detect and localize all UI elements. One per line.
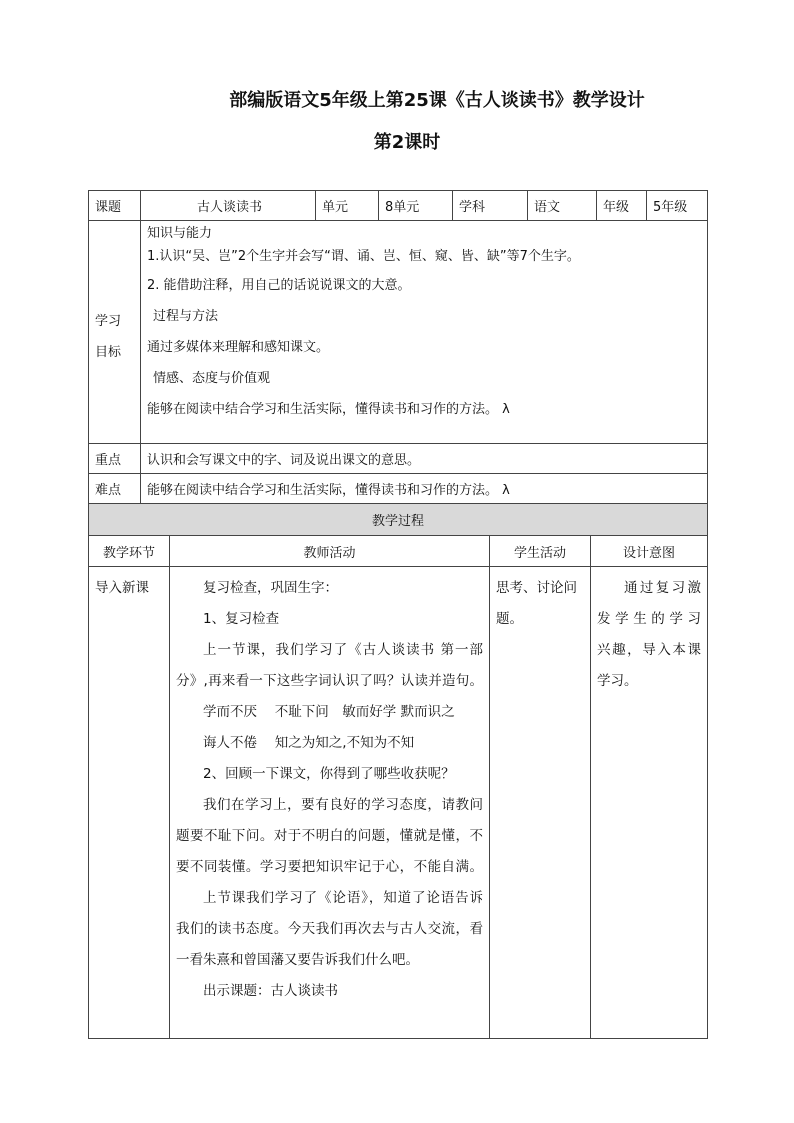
goals-label (89, 221, 141, 444)
teacher-line: 上节课我们学习了《论语》，知道了论语告诉 (203, 890, 483, 906)
teacher-line: 出示课题：古人谈读书 (203, 983, 338, 999)
goals-label-line1: 学习 (95, 314, 122, 329)
goal-item: 1.认识“吴、岂”2个生字并会写“谓、诵、岂、恒、窥、皆、缺”等7个生字。 (147, 249, 580, 264)
info-row-topic (89, 191, 708, 221)
difficult-label: 难点 (89, 474, 141, 504)
goal-item: 能够在阅读中结合学习和生活实际，懂得读书和习作的方法。 λ (147, 402, 510, 417)
unit-value: 8单元 (379, 191, 453, 221)
process-row-intro (89, 567, 708, 1039)
teacher-line: 我们在学习上，要有良好的学习态度，请教问 (203, 797, 483, 813)
key-label: 重点 (89, 444, 141, 474)
subject-label: 学科 (453, 191, 528, 221)
lesson-subtitle: 第2课时 (373, 132, 441, 153)
info-row-key (89, 444, 708, 474)
teacher-line: 复习检查，巩固生字： (203, 580, 338, 596)
teaching-process-table (88, 503, 708, 1039)
goal-heading-emotion: 情感、态度与价值观 (153, 371, 271, 386)
unit-label: 单元 (316, 191, 379, 221)
goal-item: 2. 能借助注释，用自己的话说说课文的大意。 (147, 278, 411, 293)
column-header-design: 设计意图 (591, 536, 708, 567)
teacher-line: 1、复习检查 (203, 611, 280, 627)
design-intent-cell (591, 567, 708, 1039)
subject-value: 语文 (528, 191, 597, 221)
lesson-info-table (88, 190, 708, 504)
goal-heading-process: 过程与方法 (153, 309, 219, 324)
grade-label: 年级 (597, 191, 647, 221)
design-line: 发学生的学习 (597, 611, 702, 627)
process-title-row (89, 504, 708, 536)
stage-name: 导入新课 (95, 580, 149, 596)
teacher-line: 我们的读书态度。今天我们再次去与古人交流，看 (176, 921, 483, 937)
goal-item: 通过多媒体来理解和感知课文。 (147, 340, 330, 355)
stage-cell (89, 567, 170, 1039)
difficult-value: 能够在阅读中结合学习和生活实际，懂得读书和习作的方法。 λ (141, 474, 708, 504)
student-activity-cell (490, 567, 591, 1039)
goal-heading-knowledge: 知识与能力 (147, 226, 213, 241)
column-header-stage: 教学环节 (89, 536, 170, 567)
topic-value: 古人谈读书 (141, 191, 316, 221)
column-header-teacher: 教师活动 (170, 536, 490, 567)
process-header-row (89, 536, 708, 567)
info-row-difficult (89, 474, 708, 504)
teacher-line: 上一节课，我们学习了《古人谈读书 第一部 (203, 642, 483, 658)
student-line: 题。 (496, 611, 523, 627)
teacher-line: 分》,再来看一下这些字词认识了吗？认读并造句。 (176, 673, 483, 689)
student-line: 思考、讨论问 (496, 580, 577, 596)
teacher-line: 题要不耻下问。对于不明白的问题，懂就是懂，不 (176, 828, 483, 844)
document-title: 部编版语文5年级上第25课《古人谈读书》教学设计 (229, 90, 645, 111)
teacher-line: 诲人不倦 知之为知之,不知为不知 (203, 735, 415, 751)
info-row-goals (89, 221, 708, 444)
goals-content (141, 221, 708, 444)
design-line: 学习。 (597, 673, 638, 689)
column-header-student: 学生活动 (490, 536, 591, 567)
goals-label-line2: 目标 (95, 345, 122, 360)
key-value: 认识和会写课文中的字、词及说出课文的意思。 (141, 444, 708, 474)
process-section-title: 教学过程 (89, 504, 708, 536)
design-line: 兴趣，导入本课 (597, 642, 702, 658)
design-line: 通过复习激 (624, 580, 702, 596)
teacher-line: 学而不厌 不耻下问 敏而好学 默而识之 (203, 704, 455, 720)
teacher-line: 要不同装懂。学习要把知识牢记于心，不能自满。 (176, 859, 483, 875)
teacher-line: 2、回顾一下课文，你得到了哪些收获呢？ (203, 766, 455, 782)
teacher-line: 一看朱熹和曾国藩又要告诉我们什么吧。 (176, 952, 419, 968)
grade-value: 5年级 (647, 191, 708, 221)
teacher-activity-cell (170, 567, 490, 1039)
topic-label: 课题 (89, 191, 141, 221)
